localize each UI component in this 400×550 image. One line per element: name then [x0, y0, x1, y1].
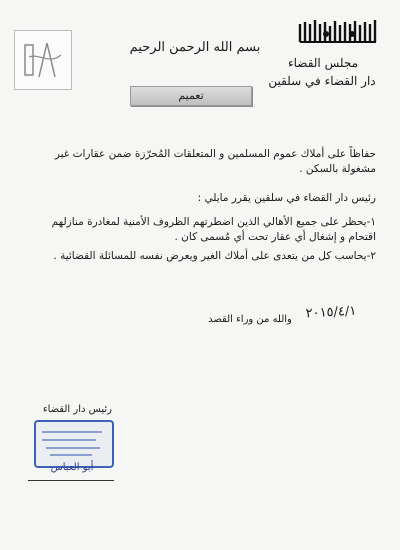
intro-paragraph: حفاظاً على أملاك عموم المسلمين و المتعلقات المُحرّزة ضمن عقارات غير مشغولة بالسكن .: [54, 148, 376, 175]
signatory-title: رئيس دار القضاء: [42, 404, 112, 415]
shahada-banner: [296, 16, 380, 48]
signature-line: [28, 480, 114, 481]
stamp-text-mark: [36, 422, 108, 462]
signatory-name: أبو العباس: [50, 462, 94, 473]
basmala: بسم الله الرحمن الرحيم: [129, 40, 261, 55]
decision-item-1: ١-يحظر على جميع الأهالي الذين اضطرتهم الظروف الأمنية لمغادرة منازلهم اقتحام و إشغال أي عقار تحت أي مُسمى كان .: [51, 216, 376, 243]
council-name: مجلس القضاء: [287, 56, 359, 70]
decision-heading: رئيس دار القضاء في سلقين يقرر مايلي :: [197, 192, 376, 204]
decision-item-2: ٢-يحاسب كل من يتعدى على أملاك الغير ويعرض نفسه للمسائلة القضائية .: [53, 250, 376, 262]
logo-mark: [19, 35, 67, 85]
court-logo: [14, 30, 72, 90]
official-stamp: [34, 420, 114, 468]
document-title: تعميم: [130, 86, 252, 106]
document-date: ٢٠١٥/٤/١: [305, 303, 357, 322]
council-location: دار القضاء في سلقين: [268, 74, 376, 88]
closing-phrase: والله من وراء القصد: [208, 314, 292, 325]
